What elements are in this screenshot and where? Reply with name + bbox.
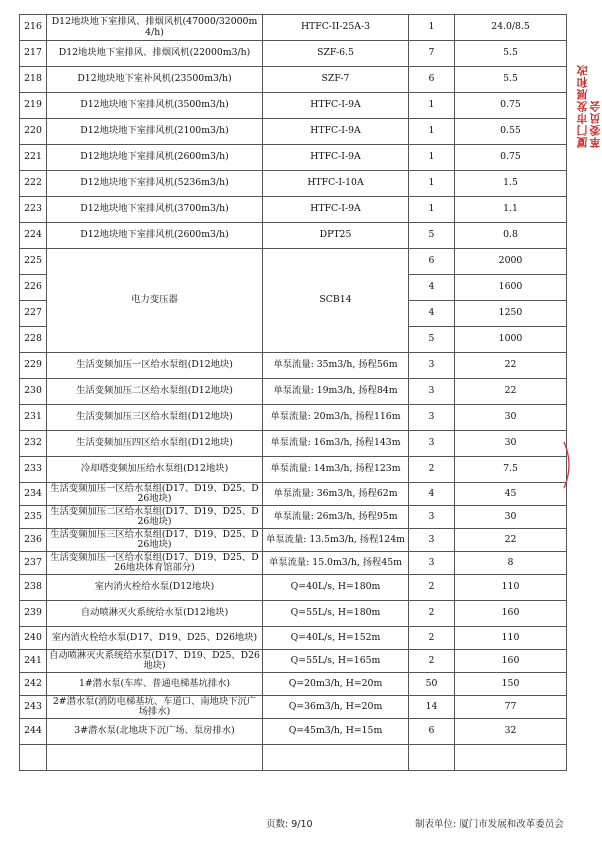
equipment-spec: Q=40L/s, H=152m [263,627,409,650]
row-number: 218 [20,67,47,93]
equipment-name: 生活变频加压一区给水泵组(D12地块) [47,353,263,379]
equipment-spec: SZF-7 [263,67,409,93]
row-number: 216 [20,15,47,41]
table-row [20,627,567,650]
equipment-power: 77 [455,696,567,719]
row-number: 242 [20,673,47,696]
equipment-name: 室内消火栓给水泵(D12地块) [47,575,263,601]
equipment-quantity: 7 [409,41,455,67]
equipment-spec: Q=55L/s, H=165m [263,650,409,673]
equipment-name: D12地块地下室排风机(2100m3/h) [47,119,263,145]
row-number: 234 [20,483,47,506]
row-number: 222 [20,171,47,197]
equipment-power: 160 [455,601,567,627]
equipment-spec: Q=55L/s, H=180m [263,601,409,627]
equipment-quantity: 6 [409,67,455,93]
table-row [20,145,567,171]
equipment-name: D12地块地下室排风机(2600m3/h) [47,223,263,249]
equipment-spec: DPT25 [263,223,409,249]
equipment-name: D12地块地下室排风机(3700m3/h) [47,197,263,223]
table-row [20,197,567,223]
equipment-spec: HTFC-I-9A [263,145,409,171]
equipment-spec: HTFC-II-25A-3 [263,15,409,41]
empty-cell [20,745,47,771]
equipment-name: 生活变频加压三区给水泵组(D17、D19、D25、D26地块) [47,529,263,552]
equipment-power: 8 [455,552,567,575]
equipment-quantity: 2 [409,575,455,601]
row-number: 243 [20,696,47,719]
empty-cell [455,745,567,771]
equipment-spec: HTFC-I-9A [263,197,409,223]
equipment-quantity: 1 [409,197,455,223]
equipment-quantity: 50 [409,673,455,696]
table-row [20,575,567,601]
equipment-power: 22 [455,529,567,552]
equipment-name: D12地块地下室排风机(5236m3/h) [47,171,263,197]
table-row [20,601,567,627]
table-row [20,223,567,249]
equipment-spec: HTFC-I-9A [263,119,409,145]
equipment-power: 7.5 [455,457,567,483]
equipment-power: 1.1 [455,197,567,223]
equipment-spec: 单泵流量: 13.5m3/h, 扬程124m [263,529,409,552]
equipment-power: 0.8 [455,223,567,249]
equipment-power: 30 [455,506,567,529]
equipment-quantity: 2 [409,457,455,483]
equipment-name: D12地块地下室排风、排烟风机(47000/32000m4/h) [47,15,263,41]
equipment-power: 0.75 [455,93,567,119]
empty-cell [47,745,263,771]
equipment-spec: 单泵流量: 14m3/h, 扬程123m [263,457,409,483]
equipment-power: 30 [455,405,567,431]
row-number: 239 [20,601,47,627]
equipment-name: D12地块地下室排风机(2600m3/h) [47,145,263,171]
equipment-name: 生活变频加压四区给水泵组(D12地块) [47,431,263,457]
table-row [20,15,567,41]
equipment-power: 0.55 [455,119,567,145]
equipment-spec: Q=20m3/h, H=20m [263,673,409,696]
equipment-power: 1.5 [455,171,567,197]
table-row [20,457,567,483]
equipment-spec: Q=40L/s, H=180m [263,575,409,601]
equipment-name: D12地块地下室补风机(23500m3/h) [47,67,263,93]
equipment-quantity: 14 [409,696,455,719]
equipment-quantity: 5 [409,327,455,353]
table-row [20,353,567,379]
equipment-name: 室内消火栓给水泵(D17、D19、D25、D26地块) [47,627,263,650]
equipment-power: 1250 [455,301,567,327]
equipment-spec: HTFC-I-10A [263,171,409,197]
equipment-spec: 单泵流量: 20m3/h, 扬程116m [263,405,409,431]
equipment-spec: HTFC-I-9A [263,93,409,119]
equipment-quantity: 4 [409,275,455,301]
equipment-name: 生活变频加压三区给水泵组(D12地块) [47,405,263,431]
row-number: 244 [20,719,47,745]
table-row [20,673,567,696]
table-row [20,431,567,457]
row-number: 227 [20,301,47,327]
equipment-spec: 单泵流量: 35m3/h, 扬程56m [263,353,409,379]
equipment-quantity: 3 [409,529,455,552]
equipment-quantity: 3 [409,353,455,379]
row-number: 220 [20,119,47,145]
row-number: 233 [20,457,47,483]
table-row [20,552,567,575]
equipment-power: 5.5 [455,41,567,67]
table-row [20,93,567,119]
equipment-power: 110 [455,627,567,650]
equipment-quantity: 1 [409,145,455,171]
table-row [20,41,567,67]
row-number: 223 [20,197,47,223]
table-row [20,719,567,745]
table-row [20,405,567,431]
table-row [20,483,567,506]
equipment-table [19,14,567,771]
row-number: 225 [20,249,47,275]
equipment-name: 生活变频加压二区给水泵组(D17、D19、D25、D26地块) [47,506,263,529]
equipment-quantity: 1 [409,93,455,119]
table-row [20,379,567,405]
equipment-name: 电力变压器 [47,249,263,353]
row-number: 238 [20,575,47,601]
equipment-power: 110 [455,575,567,601]
equipment-quantity: 1 [409,119,455,145]
page-number: 页数: 9/10 [266,819,313,830]
equipment-name: 3#潜水泵(北地块下沉广场、泵房排水) [47,719,263,745]
equipment-power: 1000 [455,327,567,353]
equipment-quantity: 3 [409,379,455,405]
row-number: 241 [20,650,47,673]
equipment-power: 30 [455,431,567,457]
table-row [20,650,567,673]
empty-cell [409,745,455,771]
equipment-name: D12地块地下室排风机(3500m3/h) [47,93,263,119]
equipment-power: 150 [455,673,567,696]
equipment-power: 1600 [455,275,567,301]
equipment-power: 2000 [455,249,567,275]
empty-row [20,745,567,771]
equipment-spec: SCB14 [263,249,409,353]
row-number: 230 [20,379,47,405]
row-number: 231 [20,405,47,431]
equipment-quantity: 4 [409,483,455,506]
row-number: 237 [20,552,47,575]
equipment-power: 45 [455,483,567,506]
equipment-spec: 单泵流量: 16m3/h, 扬程143m [263,431,409,457]
equipment-quantity: 2 [409,650,455,673]
equipment-name: 冷却塔变频加压给水泵组(D12地块) [47,457,263,483]
equipment-quantity: 3 [409,506,455,529]
equipment-name: D12地块地下室排风、排烟风机(22000m3/h) [47,41,263,67]
equipment-quantity: 3 [409,552,455,575]
equipment-quantity: 3 [409,431,455,457]
equipment-name: 生活变频加压一区给水泵组(D17、D19、D25、D26地块体育馆部分) [47,552,263,575]
equipment-power: 0.75 [455,145,567,171]
row-number: 226 [20,275,47,301]
table-row [20,119,567,145]
table-row [20,529,567,552]
row-number: 221 [20,145,47,171]
equipment-spec: 单泵流量: 36m3/h, 扬程62m [263,483,409,506]
table-row [20,249,567,275]
issuer-label: 制表单位: 厦门市发展和改革委员会 [415,819,564,830]
table-row [20,506,567,529]
equipment-spec: Q=45m3/h, H=15m [263,719,409,745]
table-row [20,67,567,93]
equipment-spec: Q=36m3/h, H=20m [263,696,409,719]
equipment-power: 160 [455,650,567,673]
seal-arc-mark [560,440,576,490]
row-number: 217 [20,41,47,67]
row-number: 224 [20,223,47,249]
equipment-name: 1#潜水泵(车库、普通电梯基坑排水) [47,673,263,696]
equipment-name: 生活变频加压二区给水泵组(D12地块) [47,379,263,405]
equipment-name: 生活变频加压一区给水泵组(D17、D19、D25、D26地块) [47,483,263,506]
equipment-quantity: 1 [409,171,455,197]
equipment-quantity: 6 [409,249,455,275]
row-number: 232 [20,431,47,457]
row-number: 229 [20,353,47,379]
equipment-spec: 单泵流量: 26m3/h, 扬程95m [263,506,409,529]
row-number: 240 [20,627,47,650]
table-row [20,171,567,197]
equipment-quantity: 5 [409,223,455,249]
equipment-power: 32 [455,719,567,745]
row-number: 228 [20,327,47,353]
seal-stamp: 厦门市发展和改革委员会 [576,64,602,148]
empty-cell [263,745,409,771]
equipment-power: 22 [455,379,567,405]
equipment-spec: 单泵流量: 19m3/h, 扬程84m [263,379,409,405]
table-row [20,696,567,719]
equipment-spec: SZF-6.5 [263,41,409,67]
row-number: 219 [20,93,47,119]
equipment-spec: 单泵流量: 15.0m3/h, 扬程45m [263,552,409,575]
equipment-quantity: 2 [409,601,455,627]
equipment-quantity: 6 [409,719,455,745]
equipment-quantity: 2 [409,627,455,650]
row-number: 236 [20,529,47,552]
equipment-quantity: 1 [409,15,455,41]
equipment-name: 自动喷淋灭火系统给水泵(D17、D19、D25、D26地块) [47,650,263,673]
equipment-name: 2#潜水泵(消防电梯基坑、车道口、南地块下沉广场排水) [47,696,263,719]
equipment-power: 5.5 [455,67,567,93]
equipment-quantity: 3 [409,405,455,431]
equipment-power: 24.0/8.5 [455,15,567,41]
equipment-name: 自动喷淋灭火系统给水泵(D12地块) [47,601,263,627]
equipment-quantity: 4 [409,301,455,327]
equipment-power: 22 [455,353,567,379]
row-number: 235 [20,506,47,529]
